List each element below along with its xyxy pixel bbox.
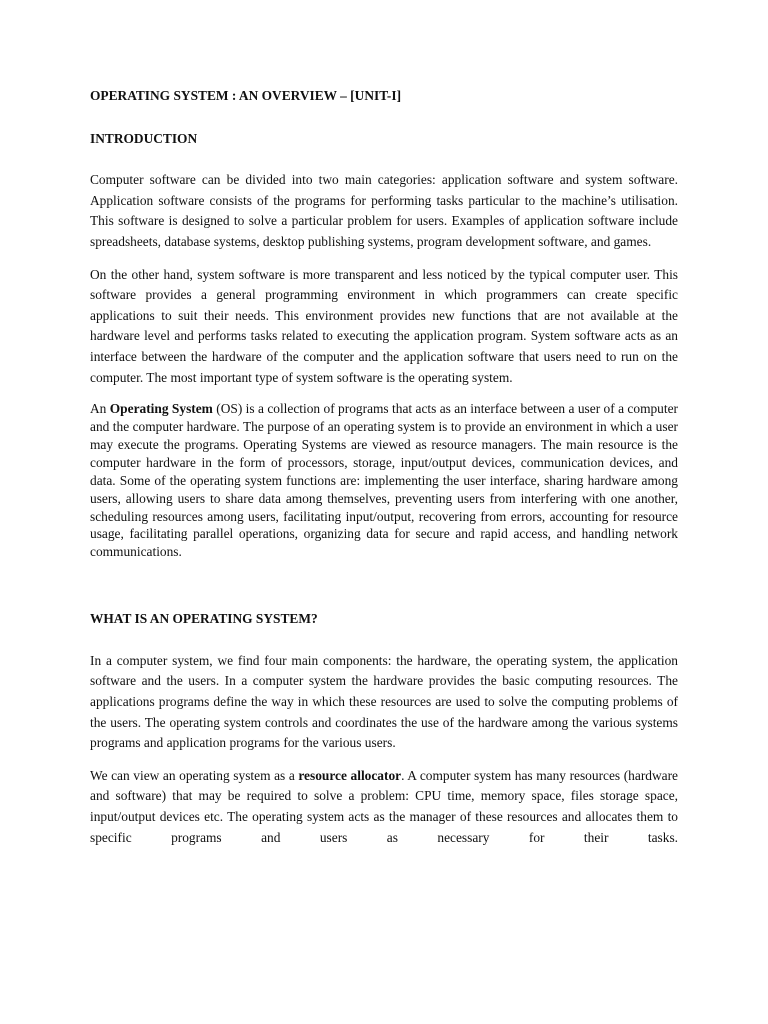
section-heading-introduction: INTRODUCTION bbox=[90, 130, 198, 146]
resource-allocator-term: resource allocator bbox=[298, 767, 402, 783]
intro-paragraph-1: Computer software can be divided into two main categories: application software and system software. Application software consists of the programs for performing tasks particular to the machine’s utilisation. This software is designed to solve a particular problem for users. Examples of application software include spreadsheets, database systems, desktop publishing systems, program development software, and games. bbox=[90, 172, 678, 249]
intro-paragraph-3-rest: (OS) is a collection of programs that acts as an interface between a user of a computer and the computer hardware. The purpose of an operating system is to provide an environment in which a user may execute the programs. Operating Systems are viewed as resource managers. The main resource is the computer hardware in the form of processors, storage, input/output devices, communication devices, and data. Some of the operating system functions are: implementing the user interface, sharing hardware among users, allowing users to share data among themselves, preventing users from interfering with one another, scheduling resources among users, facilitating input/output, recovering from errors, accounting for resource usage, facilitating parallel operations, organizing data for secure and rapid access, and handling network communications. bbox=[90, 401, 678, 560]
document-title: OPERATING SYSTEM : AN OVERVIEW – [UNIT-I] bbox=[90, 88, 402, 103]
intro-paragraph-3-prefix: An bbox=[90, 401, 110, 417]
section-heading-what-is-os: WHAT IS AN OPERATING SYSTEM? bbox=[90, 611, 318, 627]
what-is-os-paragraph-2 bbox=[90, 766, 678, 848]
what-is-os-paragraph-1: In a computer system, we find four main components: the hardware, the operating system, the application software and the users. In a computer system the hardware provides the basic computing resources. The applications programs define the way in which these resources are used to solve the computing problems of the users. The operating system controls and coordinates the use of the hardware among the various systems programs and application programs for the various users. bbox=[90, 652, 678, 751]
document-page bbox=[90, 86, 678, 860]
operating-system-term: Operating System bbox=[109, 401, 213, 417]
what-is-os-paragraph-2-prefix: We can view an operating system as a bbox=[90, 767, 299, 783]
intro-paragraph-3 bbox=[90, 400, 678, 561]
intro-paragraph-2: On the other hand, system software is more transparent and less noticed by the typical computer user. This software provides a general programming environment in which programmers can create specific applications to suit their needs. This environment provides new functions that are not available at the hardware level and performs tasks related to executing the application program. System software acts as an interface between the hardware of the computer and the application software that users need to run on the computer. The most important type of system software is the operating system. bbox=[90, 266, 678, 385]
what-is-os-paragraph-2-rest: . A computer system has many resources (hardware and software) that may be required to solve a problem: CPU time, memory space, files storage space, input/output devices etc. The operating system acts as the manager of these resources and allocates them to specific programs and users as necessary for their tasks. bbox=[90, 767, 678, 845]
